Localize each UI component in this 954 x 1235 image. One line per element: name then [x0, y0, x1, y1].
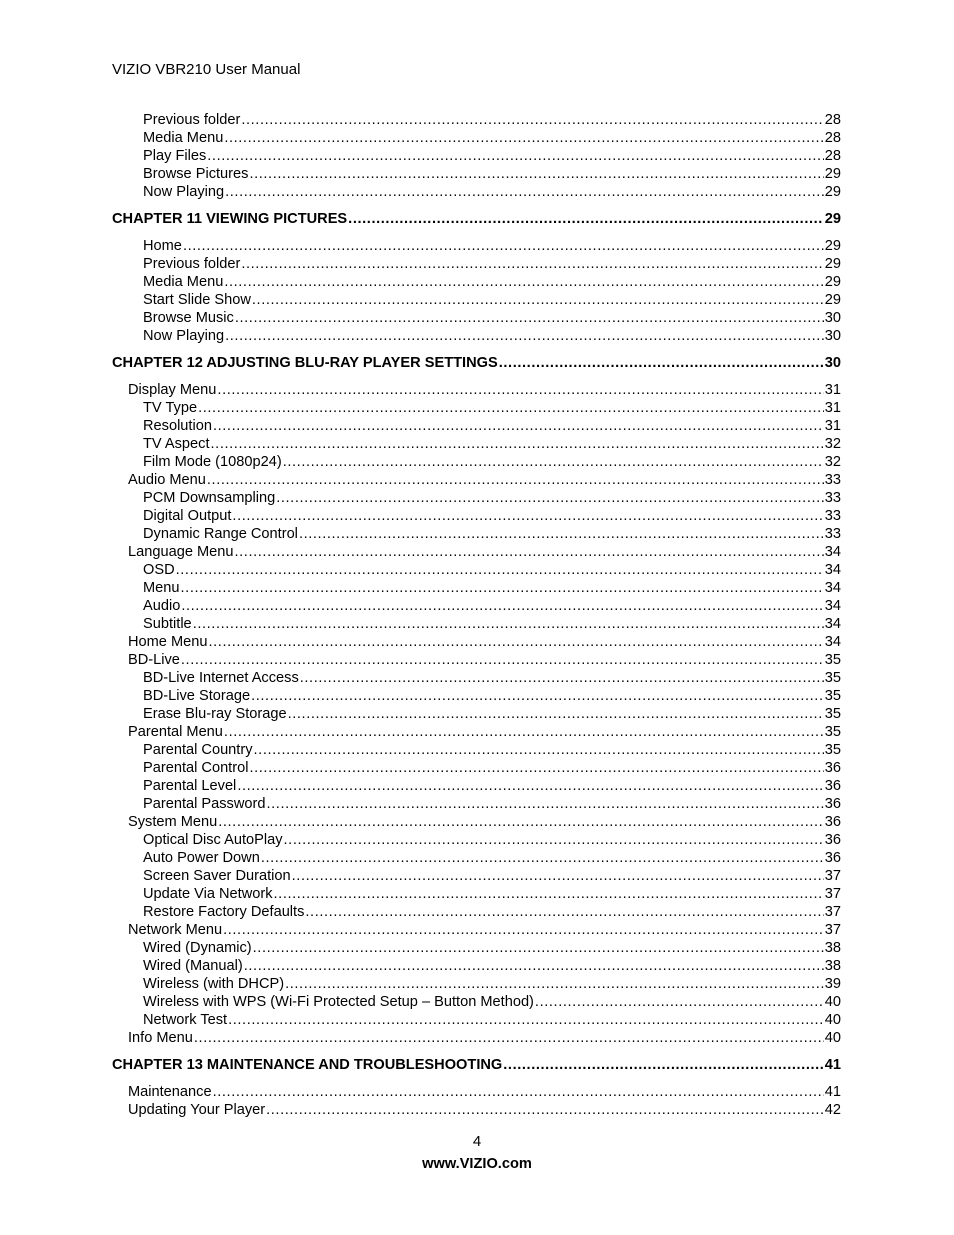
- toc-entry-page-number: 29: [824, 238, 841, 254]
- toc-entry-page-number: 31: [824, 418, 841, 434]
- toc-entry-label: Film Mode (1080p24): [143, 454, 282, 470]
- footer-website-link[interactable]: www.VIZIO.com: [422, 1156, 532, 1172]
- toc-entry[interactable]: [112, 723, 841, 741]
- toc-dot-leader: [183, 237, 824, 255]
- toc-chapter-entry[interactable]: [112, 354, 841, 372]
- toc-entry[interactable]: [112, 651, 841, 669]
- toc-dot-leader: [254, 741, 824, 759]
- toc-entry-label: Audio: [143, 598, 181, 614]
- toc-dot-leader: [292, 867, 824, 885]
- toc-dot-leader: [225, 183, 824, 201]
- toc-dot-leader: [224, 129, 823, 147]
- toc-entry[interactable]: [112, 1011, 841, 1029]
- toc-entry-label: Play Files: [143, 148, 207, 164]
- toc-entry-page-number: 35: [824, 652, 841, 668]
- toc-dot-leader: [223, 921, 824, 939]
- toc-dot-leader: [181, 579, 824, 597]
- toc-entry[interactable]: [112, 939, 841, 957]
- toc-entry[interactable]: [112, 417, 841, 435]
- toc-dot-leader: [181, 651, 824, 669]
- toc-entry-page-number: 33: [824, 472, 841, 488]
- toc-dot-leader: [267, 795, 824, 813]
- toc-entry-page-number: 29: [824, 256, 841, 272]
- toc-entry[interactable]: [112, 507, 841, 525]
- toc-entry-page-number: 37: [824, 886, 841, 902]
- toc-dot-leader: [198, 399, 824, 417]
- toc-entry-page-number: 31: [824, 382, 841, 398]
- toc-dot-leader: [499, 354, 824, 372]
- toc-entry-page-number: 33: [824, 508, 841, 524]
- toc-entry[interactable]: [112, 975, 841, 993]
- toc-entry[interactable]: [112, 453, 841, 471]
- toc-dot-leader: [252, 291, 824, 309]
- toc-entry[interactable]: [112, 921, 841, 939]
- toc-dot-leader: [237, 777, 823, 795]
- toc-entry-page-number: 40: [824, 1012, 841, 1028]
- toc-entry-label: OSD: [143, 562, 175, 578]
- toc-dot-leader: [299, 525, 824, 543]
- toc-entry[interactable]: [112, 741, 841, 759]
- toc-entry[interactable]: [112, 543, 841, 561]
- toc-entry[interactable]: [112, 993, 841, 1011]
- toc-entry-page-number: 38: [824, 940, 841, 956]
- toc-dot-leader: [276, 489, 824, 507]
- toc-entry-label: Now Playing: [143, 184, 225, 200]
- toc-entry-page-number: 36: [824, 778, 841, 794]
- toc-entry-label: Now Playing: [143, 328, 225, 344]
- toc-entry-label: Dynamic Range Control: [143, 526, 298, 542]
- toc-entry[interactable]: [112, 579, 841, 597]
- toc-entry-label: Optical Disc AutoPlay: [143, 832, 283, 848]
- toc-entry[interactable]: [112, 525, 841, 543]
- toc-entry[interactable]: [112, 597, 841, 615]
- toc-dot-leader: [249, 165, 823, 183]
- toc-dot-leader: [249, 759, 823, 777]
- toc-entry[interactable]: [112, 183, 841, 201]
- toc-entry-page-number: 35: [824, 742, 841, 758]
- toc-entry[interactable]: [112, 435, 841, 453]
- toc-entry[interactable]: [112, 867, 841, 885]
- toc-entry-page-number: 31: [824, 400, 841, 416]
- toc-entry-page-number: 34: [824, 580, 841, 596]
- toc-dot-leader: [300, 669, 824, 687]
- toc-entry-page-number: 42: [824, 1102, 841, 1118]
- toc-dot-leader: [207, 147, 824, 165]
- toc-entry[interactable]: [112, 327, 841, 345]
- toc-entry[interactable]: [112, 273, 841, 291]
- toc-entry-label: Parental Country: [143, 742, 253, 758]
- toc-dot-leader: [213, 1083, 824, 1101]
- toc-entry-label: Wireless (with DHCP): [143, 976, 285, 992]
- toc-entry-page-number: 34: [824, 544, 841, 560]
- toc-entry-page-number: 30: [824, 328, 841, 344]
- toc-entry-label: Menu: [143, 580, 180, 596]
- toc-entry-label: Wireless with WPS (Wi-Fi Protected Setup – Button Method): [143, 994, 534, 1010]
- toc-entry-page-number: 34: [824, 562, 841, 578]
- toc-entry-page-number: 29: [824, 184, 841, 200]
- toc-entry[interactable]: [112, 669, 841, 687]
- toc-entry-page-number: 39: [824, 976, 841, 992]
- toc-entry[interactable]: [112, 111, 841, 129]
- toc-dot-leader: [244, 957, 824, 975]
- toc-entry-label: Previous folder: [143, 112, 241, 128]
- toc-dot-leader: [285, 975, 824, 993]
- toc-entry[interactable]: [112, 255, 841, 273]
- toc-entry-label: Wired (Dynamic): [143, 940, 252, 956]
- toc-dot-leader: [266, 1101, 824, 1119]
- toc-entry-page-number: 28: [824, 130, 841, 146]
- toc-entry[interactable]: [112, 903, 841, 921]
- toc-entry-label: TV Aspect: [143, 436, 210, 452]
- toc-chapter-entry[interactable]: [112, 210, 841, 228]
- toc-entry-label: Network Test: [143, 1012, 228, 1028]
- toc-dot-leader: [181, 597, 823, 615]
- toc-entry[interactable]: [112, 471, 841, 489]
- toc-entry-label: CHAPTER 11 VIEWING PICTURES: [112, 211, 348, 227]
- toc-entry-page-number: 34: [824, 634, 841, 650]
- toc-entry[interactable]: [112, 561, 841, 579]
- toc-entry[interactable]: [112, 831, 841, 849]
- toc-entry[interactable]: [112, 165, 841, 183]
- toc-entry-label: Screen Saver Duration: [143, 868, 291, 884]
- toc-dot-leader: [284, 831, 824, 849]
- document-header-title: VIZIO VBR210 User Manual: [112, 61, 301, 78]
- toc-entry[interactable]: [112, 633, 841, 651]
- toc-entry-label: Media Menu: [143, 274, 224, 290]
- toc-dot-leader: [274, 885, 824, 903]
- toc-entry-label: Update Via Network: [143, 886, 273, 902]
- toc-entry-label: Home Menu: [128, 634, 208, 650]
- toc-entry-label: Browse Music: [143, 310, 234, 326]
- toc-dot-leader: [176, 561, 824, 579]
- toc-entry-page-number: 28: [824, 112, 841, 128]
- toc-entry[interactable]: [112, 489, 841, 507]
- page-number: 4: [472, 1133, 482, 1150]
- toc-dot-leader: [218, 813, 824, 831]
- toc-entry[interactable]: [112, 1101, 841, 1119]
- toc-entry-label: Maintenance: [128, 1084, 212, 1100]
- toc-dot-leader: [232, 507, 823, 525]
- toc-entry-page-number: 28: [824, 148, 841, 164]
- toc-entry[interactable]: [112, 1083, 841, 1101]
- toc-entry-page-number: 40: [824, 1030, 841, 1046]
- toc-entry-page-number: 29: [824, 292, 841, 308]
- toc-entry-label: Display Menu: [128, 382, 217, 398]
- toc-entry[interactable]: [112, 399, 841, 417]
- toc-dot-leader: [211, 435, 824, 453]
- toc-dot-leader: [235, 309, 824, 327]
- toc-entry-label: Subtitle: [143, 616, 192, 632]
- toc-dot-leader: [261, 849, 824, 867]
- toc-entry-label: Audio Menu: [128, 472, 206, 488]
- toc-entry-label: Home: [143, 238, 182, 254]
- toc-entry[interactable]: [112, 957, 841, 975]
- toc-entry[interactable]: [112, 291, 841, 309]
- toc-entry-page-number: 34: [824, 616, 841, 632]
- toc-entry-page-number: 33: [824, 490, 841, 506]
- toc-dot-leader: [225, 327, 824, 345]
- toc-entry-page-number: 40: [824, 994, 841, 1010]
- toc-entry-label: Media Menu: [143, 130, 224, 146]
- toc-entry-page-number: 36: [824, 850, 841, 866]
- toc-entry-page-number: 37: [824, 868, 841, 884]
- toc-dot-leader: [241, 111, 823, 129]
- toc-entry-page-number: 29: [824, 274, 841, 290]
- toc-entry[interactable]: [112, 237, 841, 255]
- toc-dot-leader: [241, 255, 823, 273]
- toc-entry-page-number: 37: [824, 922, 841, 938]
- toc-entry-page-number: 30: [824, 310, 841, 326]
- toc-dot-leader: [503, 1056, 824, 1074]
- toc-entry-page-number: 38: [824, 958, 841, 974]
- toc-entry-label: Restore Factory Defaults: [143, 904, 305, 920]
- toc-dot-leader: [209, 633, 824, 651]
- toc-entry-page-number: 29: [824, 211, 841, 227]
- toc-dot-leader: [348, 210, 824, 228]
- toc-dot-leader: [253, 939, 824, 957]
- toc-entry-page-number: 32: [824, 436, 841, 452]
- toc-entry-page-number: 34: [824, 598, 841, 614]
- toc-entry-label: Parental Control: [143, 760, 249, 776]
- toc-dot-leader: [213, 417, 824, 435]
- toc-dot-leader: [288, 705, 824, 723]
- toc-entry-label: Start Slide Show: [143, 292, 251, 308]
- toc-entry-label: CHAPTER 13 MAINTENANCE AND TROUBLESHOOTING: [112, 1057, 503, 1073]
- toc-entry-label: System Menu: [128, 814, 218, 830]
- toc-entry-page-number: 33: [824, 526, 841, 542]
- toc-entry-page-number: 29: [824, 166, 841, 182]
- toc-entry-label: Parental Level: [143, 778, 237, 794]
- toc-entry[interactable]: [112, 849, 841, 867]
- toc-entry-label: Network Menu: [128, 922, 223, 938]
- toc-entry-page-number: 41: [824, 1057, 841, 1073]
- toc-entry-label: Auto Power Down: [143, 850, 260, 866]
- toc-entry-label: Parental Password: [143, 796, 266, 812]
- toc-entry[interactable]: [112, 381, 841, 399]
- toc-entry[interactable]: [112, 129, 841, 147]
- toc-entry-label: TV Type: [143, 400, 198, 416]
- toc-entry-page-number: 36: [824, 832, 841, 848]
- toc-entry-label: PCM Downsampling: [143, 490, 276, 506]
- toc-entry-label: Info Menu: [128, 1030, 193, 1046]
- toc-entry-label: BD-Live: [128, 652, 180, 668]
- toc-entry[interactable]: [112, 309, 841, 327]
- table-of-contents: [112, 111, 841, 1119]
- toc-entry-page-number: 35: [824, 670, 841, 686]
- toc-entry-page-number: 35: [824, 724, 841, 740]
- toc-chapter-entry[interactable]: [112, 1056, 841, 1074]
- toc-entry-label: Parental Menu: [128, 724, 223, 740]
- toc-entry-page-number: 36: [824, 814, 841, 830]
- toc-dot-leader: [251, 687, 824, 705]
- toc-dot-leader: [283, 453, 824, 471]
- toc-entry-page-number: 41: [824, 1084, 841, 1100]
- toc-dot-leader: [194, 1029, 824, 1047]
- toc-entry[interactable]: [112, 147, 841, 165]
- toc-entry-page-number: 30: [824, 355, 841, 371]
- toc-entry-label: Browse Pictures: [143, 166, 249, 182]
- toc-entry-label: CHAPTER 12 ADJUSTING BLU-RAY PLAYER SETTINGS: [112, 355, 498, 371]
- toc-entry[interactable]: [112, 615, 841, 633]
- toc-dot-leader: [207, 471, 824, 489]
- toc-entry-label: BD-Live Storage: [143, 688, 251, 704]
- toc-dot-leader: [305, 903, 823, 921]
- toc-entry-label: Resolution: [143, 418, 212, 434]
- toc-entry[interactable]: [112, 885, 841, 903]
- toc-dot-leader: [217, 381, 823, 399]
- toc-dot-leader: [235, 543, 824, 561]
- toc-entry-label: Erase Blu-ray Storage: [143, 706, 287, 722]
- toc-entry-page-number: 35: [824, 688, 841, 704]
- toc-entry-label: Previous folder: [143, 256, 241, 272]
- toc-entry-label: Wired (Manual): [143, 958, 243, 974]
- toc-entry[interactable]: [112, 705, 841, 723]
- toc-entry[interactable]: [112, 1029, 841, 1047]
- toc-dot-leader: [193, 615, 824, 633]
- toc-entry-page-number: 36: [824, 796, 841, 812]
- toc-entry[interactable]: [112, 759, 841, 777]
- toc-entry[interactable]: [112, 777, 841, 795]
- toc-entry-label: Language Menu: [128, 544, 234, 560]
- toc-entry-page-number: 35: [824, 706, 841, 722]
- toc-entry-page-number: 36: [824, 760, 841, 776]
- toc-dot-leader: [224, 273, 823, 291]
- toc-entry[interactable]: [112, 687, 841, 705]
- toc-entry-label: BD-Live Internet Access: [143, 670, 299, 686]
- toc-entry[interactable]: [112, 813, 841, 831]
- toc-dot-leader: [228, 1011, 824, 1029]
- toc-entry-page-number: 32: [824, 454, 841, 470]
- toc-entry-label: Updating Your Player: [128, 1102, 266, 1118]
- toc-entry-page-number: 37: [824, 904, 841, 920]
- toc-entry-label: Digital Output: [143, 508, 232, 524]
- toc-entry[interactable]: [112, 795, 841, 813]
- toc-dot-leader: [224, 723, 824, 741]
- toc-dot-leader: [535, 993, 824, 1011]
